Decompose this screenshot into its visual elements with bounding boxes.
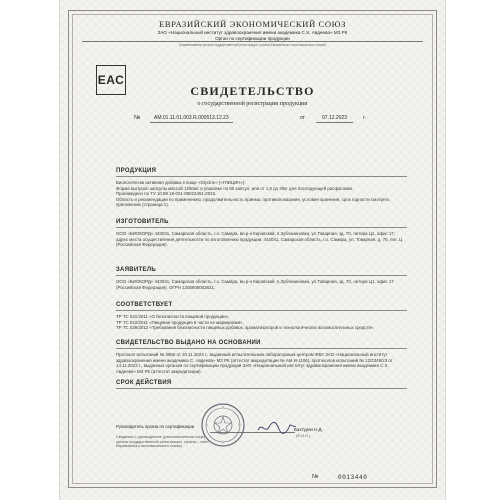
- validity-rule: [116, 388, 407, 389]
- compliance-line: ТР ТС 022/2011 «Пищевая продукция в части ее маркировки»,: [116, 319, 244, 325]
- compliance-line: ТР ТС 029/2012 «Требования безопасности пищевых добавок, ароматизаторов и технологических вспомогательных средств».: [116, 325, 375, 331]
- manufacturer-line: ООО «БИОКОРД» 443041, Самарская область, г.о. Самара, вн.р-н Кировский, п.Зубчаниновка, ул.Товарная, зд. 70, литера Ц1, офис 17; адрес места осуществления деятельности по изготовлению продукции: 443041, Самарская область, г.о. Самара, ул. Товарная, д. 70, лит. Ц (Российская Федерация).: [116, 231, 403, 248]
- certificate-page: [60, 0, 445, 500]
- product-line: Форма выпуска: капсулы массой 1250мг, в упаковке по 60 капсул, или от 1,5 до 30кг для последующей расфасовки.: [116, 185, 354, 191]
- registration-number: AM.01.11.01.003.R.000513.12.23: [150, 115, 233, 123]
- applicant-heading: ЗАЯВИТЕЛЬ: [116, 267, 156, 273]
- product-heading: ПРОДУКЦИЯ: [116, 168, 157, 174]
- header-caption: (наименование органа государственной регистрации, страна Евразийского экономического союза): [179, 43, 326, 47]
- basis-line: Протокол испытаний № 3865 от 20.11.2023 г., выданный испытательным лабораторным центром ФБУ ЗАО «Национальный институт здравоохранения имени академика С. Авдеева» МЗ РК (аттестат аккредитации № AM И-1106), протоколов испытаний № 12/2349/23 от 14.11.2023 г., выданных органом по сертификации продукции ЗАО «Национальный институт здравоохранения имени академика С.Х. Авдеева» МЗ РК (аттестат аккредитации).: [116, 352, 393, 374]
- product-text: [116, 180, 405, 208]
- compliance-text: [116, 314, 405, 331]
- registration-date: 07.12.2023: [316, 115, 353, 123]
- compliance-line: ТР ТС 021/2011 «О безопасности пищевой продукции»,: [116, 314, 230, 319]
- signer-initials: (Ф.И.О.): [296, 434, 311, 438]
- product-rule: [116, 176, 407, 177]
- manufacturer-text: [116, 231, 405, 248]
- applicant-rule: [116, 275, 407, 276]
- basis-rule: [116, 348, 407, 349]
- validity-heading: СРОК ДЕЙСТВИЯ: [116, 380, 172, 386]
- date-label: от: [300, 115, 305, 121]
- header-divider: [82, 41, 423, 42]
- head-of-body-note: Сведения о руководителе (уполномоченном лице) органа государственной регистрации, страна – член Евразийского экономического союза): [116, 435, 209, 449]
- product-line: Биологически активная добавка к пище «Glycine» («ГЛИЦИН»).: [116, 180, 246, 185]
- document-title: СВИДЕТЕЛЬСТВО: [190, 84, 315, 98]
- applicant-line: ООО «БИОКОРД» 443041, Самарская область, г.о. Самара, вн.р-н Кировский, п.Зубчаниновка, ул.Товарная, зд. 70, литера Ц1, офис 17 (Российская Федерация). ОГРН 1205600002821.: [116, 279, 394, 290]
- union-title: ЕВРАЗИЙСКИЙ ЭКОНОМИЧЕСКИЙ СОЮЗ: [159, 19, 346, 29]
- document-subtitle: о государственной регистрации продукции: [197, 101, 308, 107]
- signer-name: Бахтурян Н.Д.: [294, 427, 323, 432]
- number-label: №: [134, 115, 141, 121]
- product-line: Произведено по ТУ 10.89.19-021-89022451-2022.: [116, 191, 217, 197]
- form-serial-number: 0013440: [338, 474, 368, 481]
- head-of-body-label: Руководитель органа по сертификации: [116, 424, 195, 429]
- basis-heading: СВИДЕТЕЛЬСТВО ВЫДАНО НА ОСНОВАНИИ: [116, 340, 261, 346]
- eac-logo-icon: ЕАС: [96, 65, 126, 95]
- manufacturer-rule: [116, 227, 407, 228]
- signature-icon: [256, 418, 298, 436]
- org-name: ЗАО «Национальный институт здравоохранения имени академика С.Х. Авдеева» МЗ РК: [157, 30, 348, 35]
- year-suffix: г.: [363, 115, 366, 121]
- manufacturer-heading: ИЗГОТОВИТЕЛЬ: [116, 219, 169, 225]
- org-department: Орган по сертификации продукции: [215, 36, 290, 41]
- registration-line: [60, 113, 445, 125]
- applicant-text: [116, 279, 405, 290]
- compliance-rule: [116, 310, 407, 311]
- product-line: Область и рекомендации по применению, продолжительность приема, противопоказания, условия хранения, срок годности смотреть приложение (страница 1).: [116, 196, 390, 208]
- compliance-heading: СООТВЕТСТВУЕТ: [116, 302, 173, 308]
- serial-label: №: [312, 474, 319, 480]
- basis-text: [116, 352, 405, 374]
- official-seal-icon: [200, 402, 246, 448]
